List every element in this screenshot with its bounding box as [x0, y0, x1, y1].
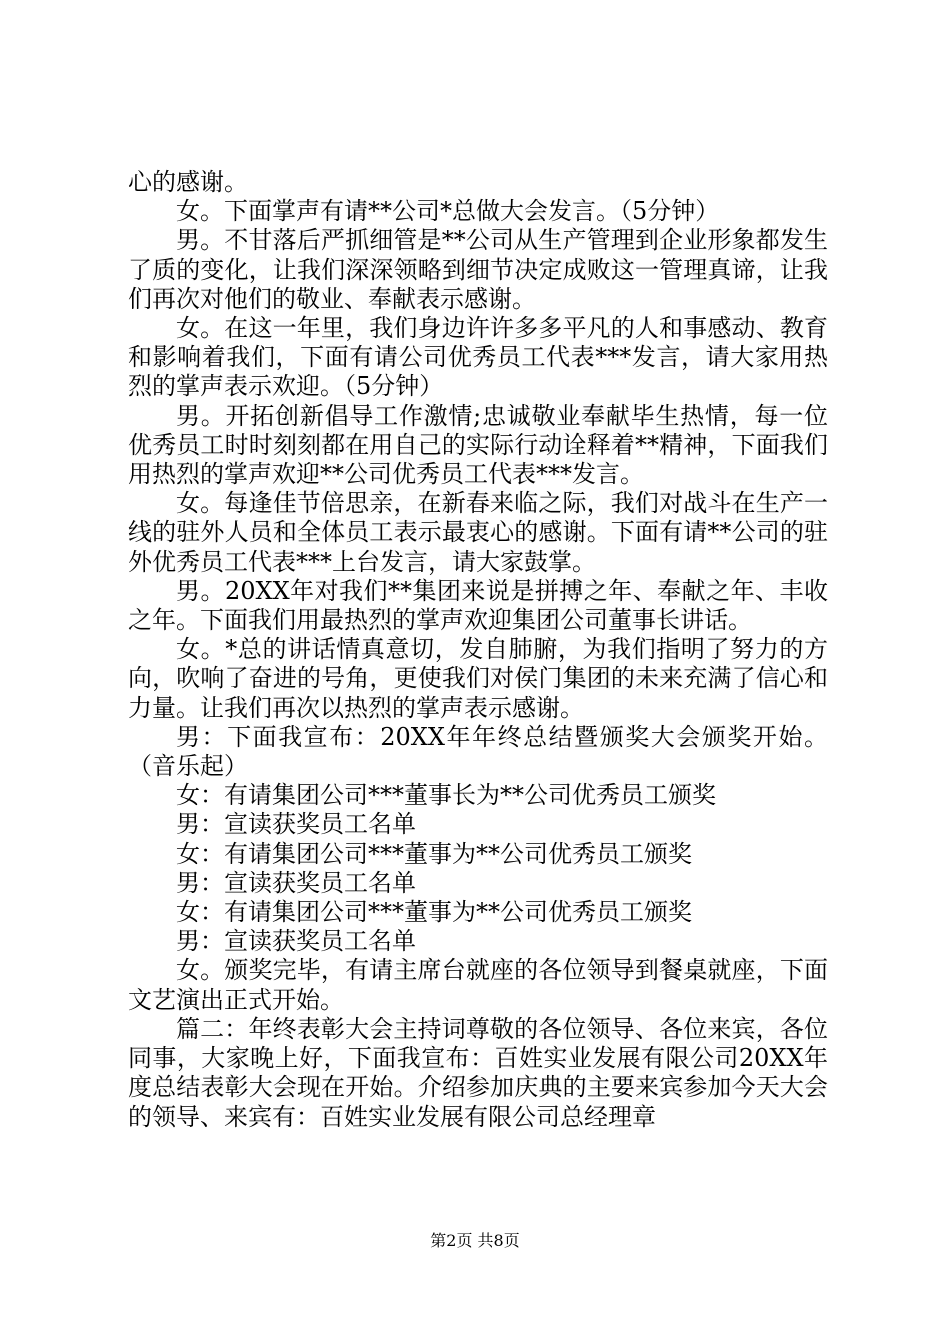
page-number-footer: 第2页 共8页 — [430, 1231, 520, 1250]
paragraph: 女：有请集团公司***董事长为**公司优秀员工颁奖 — [176, 781, 716, 810]
paragraph: 女。*总的讲话情真意切，发自肺腑，为我们指明了努力的方向，吹响了奋进的号角，更使我们对侯门集团的未来充满了信心和力量。让我们再次以热烈的掌声表示感谢。 — [128, 635, 828, 722]
paragraph: 男：宣读获奖员工名单 — [176, 810, 416, 839]
paragraph: 男。不甘落后严抓细管是**公司从生产管理到企业形象都发生了质的变化，让我们深深领略到细节决定成败这一管理真谛，让我们再次对他们的敬业、奉献表示感谢。 — [128, 226, 828, 313]
paragraph: 男。开拓创新倡导工作激情;忠诚敬业奉献毕生热情，每一位优秀员工时时刻刻都在用自己的实际行动诠释着**精神，下面我们用热烈的掌声欢迎**公司优秀员工代表***发言。 — [128, 401, 828, 489]
paragraph: 女。下面掌声有请**公司*总做大会发言。（5分钟） — [176, 197, 720, 226]
paragraph: 男：宣读获奖员工名单 — [176, 868, 416, 897]
paragraph: 心的感谢。 — [128, 168, 248, 196]
paragraph: 女。颁奖完毕，有请主席台就座的各位领导到餐桌就座，下面文艺演出正式开始。 — [128, 956, 828, 1014]
paragraph: 男：下面我宣布：20XX年年终总结暨颁奖大会颁奖开始。（音乐起） — [128, 722, 828, 781]
paragraph: 篇二：年终表彰大会主持词尊敬的各位领导、各位来宾，各位同事，大家晚上好，下面我宣布：百姓实业发展有限公司20XX年度总结表彰大会现在开始。介绍参加庆典的主要来宾参加今天大会的领导、来宾有：百姓实业发展有限公司总经理章 — [128, 1014, 828, 1131]
paragraph: 男：宣读获奖员工名单 — [176, 927, 416, 956]
paragraph: 男。20XX年对我们**集团来说是拼搏之年、奉献之年、丰收之年。下面我们用最热烈的掌声欢迎集团公司董事长讲话。 — [128, 576, 828, 635]
paragraph: 女：有请集团公司***董事为**公司优秀员工颁奖 — [176, 898, 692, 927]
paragraph: 女。每逢佳节倍思亲，在新春来临之际，我们对战斗在生产一线的驻外人员和全体员工表示最衷心的感谢。下面有请**公司的驻外优秀员工代表***上台发言，请大家鼓掌。 — [128, 489, 828, 576]
paragraph: 女。在这一年里，我们身边许许多多平凡的人和事感动、教育和影响着我们，下面有请公司优秀员工代表***发言，请大家用热烈的掌声表示欢迎。（5分钟） — [128, 314, 828, 401]
paragraph: 女：有请集团公司***董事为**公司优秀员工颁奖 — [176, 839, 692, 868]
document-body — [128, 168, 828, 1132]
